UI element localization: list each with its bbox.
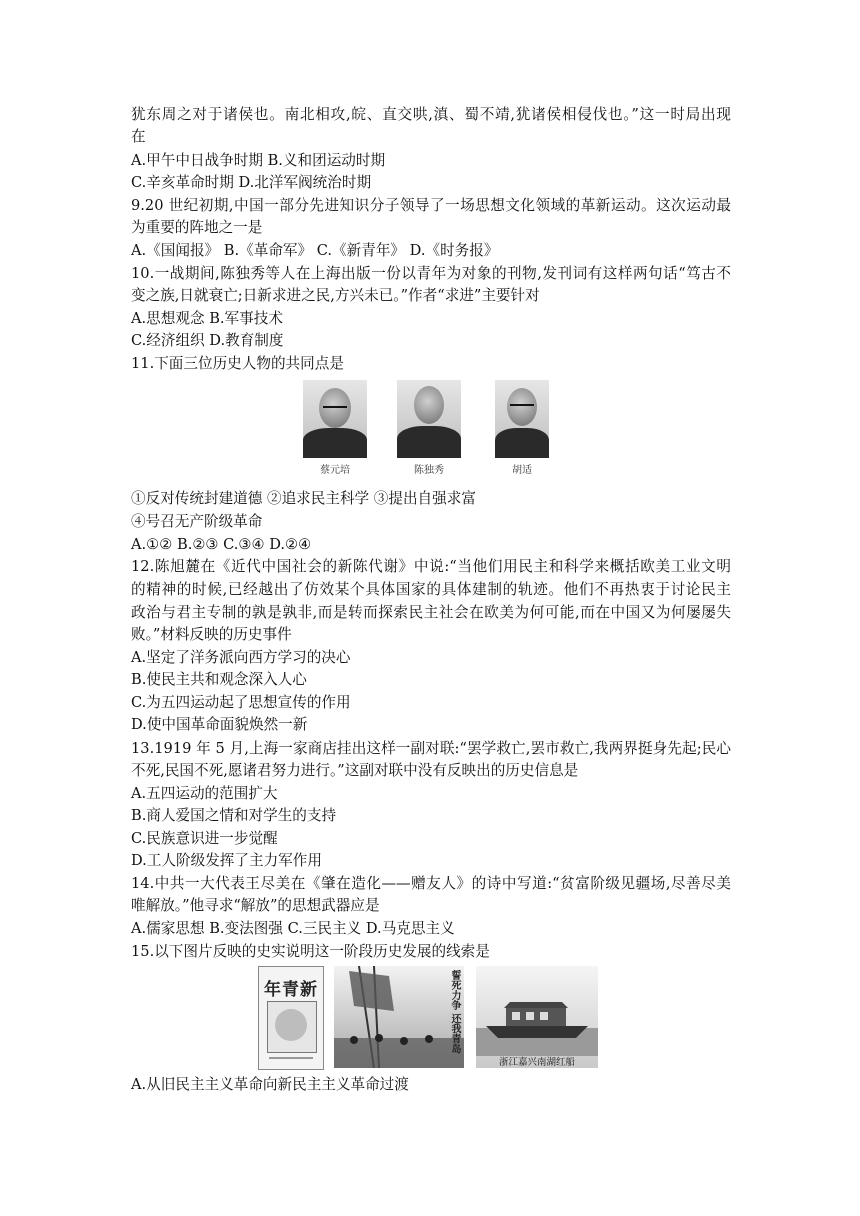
question-11-stem: 11.下面三位历史人物的共同点是 (131, 355, 344, 372)
question-11-choices-row2: ④号召无产阶级革命 (131, 513, 263, 530)
caption-hu-shi: 胡适 (512, 465, 532, 476)
question-13-option-d: D.工人阶级发挥了主力军作用 (131, 852, 322, 869)
question-13-option-a: A.五四运动的范围扩大 (131, 785, 278, 802)
new-youth-magazine-cover (258, 966, 324, 1070)
question-15-option-a: A.从旧民主主义革命向新民主主义革命过渡 (131, 1076, 409, 1093)
question-11-choices-row1: ①反对传统封建道德 ②追求民主科学 ③提出自强求富 (131, 490, 476, 507)
question-12-stem-end: 败。”材料反映的历史事件 (131, 626, 292, 643)
question-10-stem-cont: 变之族,日就衰亡;日新求进之民,方兴未已。”作者“求进”主要针对 (131, 287, 540, 304)
question-10-stem: 10.一战期间,陈独秀等人在上海出版一份以青年为对象的刊物,发刊词有这样两句话“笃古不 (131, 265, 731, 282)
question-15-stem: 15.以下图片反映的史实说明这一阶段历史发展的线索是 (131, 943, 490, 960)
question-9-stem-cont: 为重要的阵地之一是 (131, 219, 263, 236)
question-12-stem-cont: 的精神的时候,已经越出了仿效某个具体国家的具体建制的轨迹。他们不再热衷于讨论民主 (131, 581, 731, 598)
portrait-hu-shi (495, 380, 549, 458)
caption-red-boat: 浙江嘉兴南湖红船 (498, 1057, 575, 1068)
question-12-option-b: B.使民主共和观念深入人心 (131, 671, 307, 688)
question-13-option-c: C.民族意识进一步觉醒 (131, 830, 278, 847)
portrait-chen-duxiu (397, 380, 461, 458)
question-9-stem: 9.20 世纪初期,中国一部分先进知识分子领导了一场思想文化领域的革新运动。这次运动最 (131, 197, 731, 214)
question-12-option-d: D.使中国革命面貌焕然一新 (131, 716, 308, 733)
question-13-stem-cont: 不死,民国不死,愿诸君努力进行。”这副对联中没有反映出的历史信息是 (131, 762, 579, 779)
text-line: 犹东周之对于诸侯也。南北相攻,皖、直交哄,滇、蜀不靖,犹诸侯相侵伐也。”这一时局出现 (131, 106, 731, 123)
question-10-options-ab: A.思想观念 B.军事技术 (131, 310, 283, 327)
question-8-options-cd: C.辛亥革命时期 D.北洋军阀统治时期 (131, 174, 372, 191)
portrait-cai-yuanpei (303, 380, 367, 458)
question-14-options: A.儒家思想 B.变法图强 C.三民主义 D.马克思主义 (131, 920, 455, 937)
question-13-option-b: B.商人爱国之情和对学生的支持 (131, 807, 337, 824)
question-13-stem: 13.1919 年 5 月,上海一家商店挂出这样一副对联:“罢学救亡,罢市救亡,我两界挺身先起;民心 (131, 740, 731, 757)
question-10-options-cd: C.经济组织 D.教育制度 (131, 332, 284, 349)
magazine-title: 年青新 (264, 980, 318, 1000)
question-8-options-ab: A.甲午中日战争时期 B.义和团运动时期 (131, 152, 386, 169)
question-9-options: A.《国闻报》 B.《革命军》 C.《新青年》 D.《时务报》 (131, 242, 499, 259)
caption-cai-yuanpei: 蔡元培 (320, 465, 350, 476)
question-14-stem: 14.中共一大代表王尽美在《肇在造化——赠友人》的诗中写道:“贫富阶级见疆场,尽善尽美 (131, 875, 731, 892)
question-14-stem-cont: 唯解放。”他寻求“解放”的思想武器应是 (131, 897, 380, 914)
red-boat-photo (476, 966, 598, 1068)
question-12-option-a: A.坚定了洋务派向西方学习的决心 (131, 649, 351, 666)
may-fourth-protest-photo (334, 966, 464, 1068)
protest-banner-text: 誓死力争 还我青岛 (449, 970, 460, 1054)
question-11-options: A.①② B.②③ C.③④ D.②④ (131, 536, 312, 553)
text-line: 在 (131, 128, 146, 145)
question-12-option-c: C.为五四运动起了思想宣传的作用 (131, 694, 351, 711)
caption-chen-duxiu: 陈独秀 (414, 465, 444, 476)
question-12-stem-cont: 政治与君主专制的孰是孰非,而是转而探索民主社会在欧美为何可能,而在中国又为何屡屡失 (131, 604, 731, 621)
question-12-stem: 12.陈旭麓在《近代中国社会的新陈代谢》中说:“当他们用民主和科学来概括欧美工业文明 (131, 558, 731, 575)
